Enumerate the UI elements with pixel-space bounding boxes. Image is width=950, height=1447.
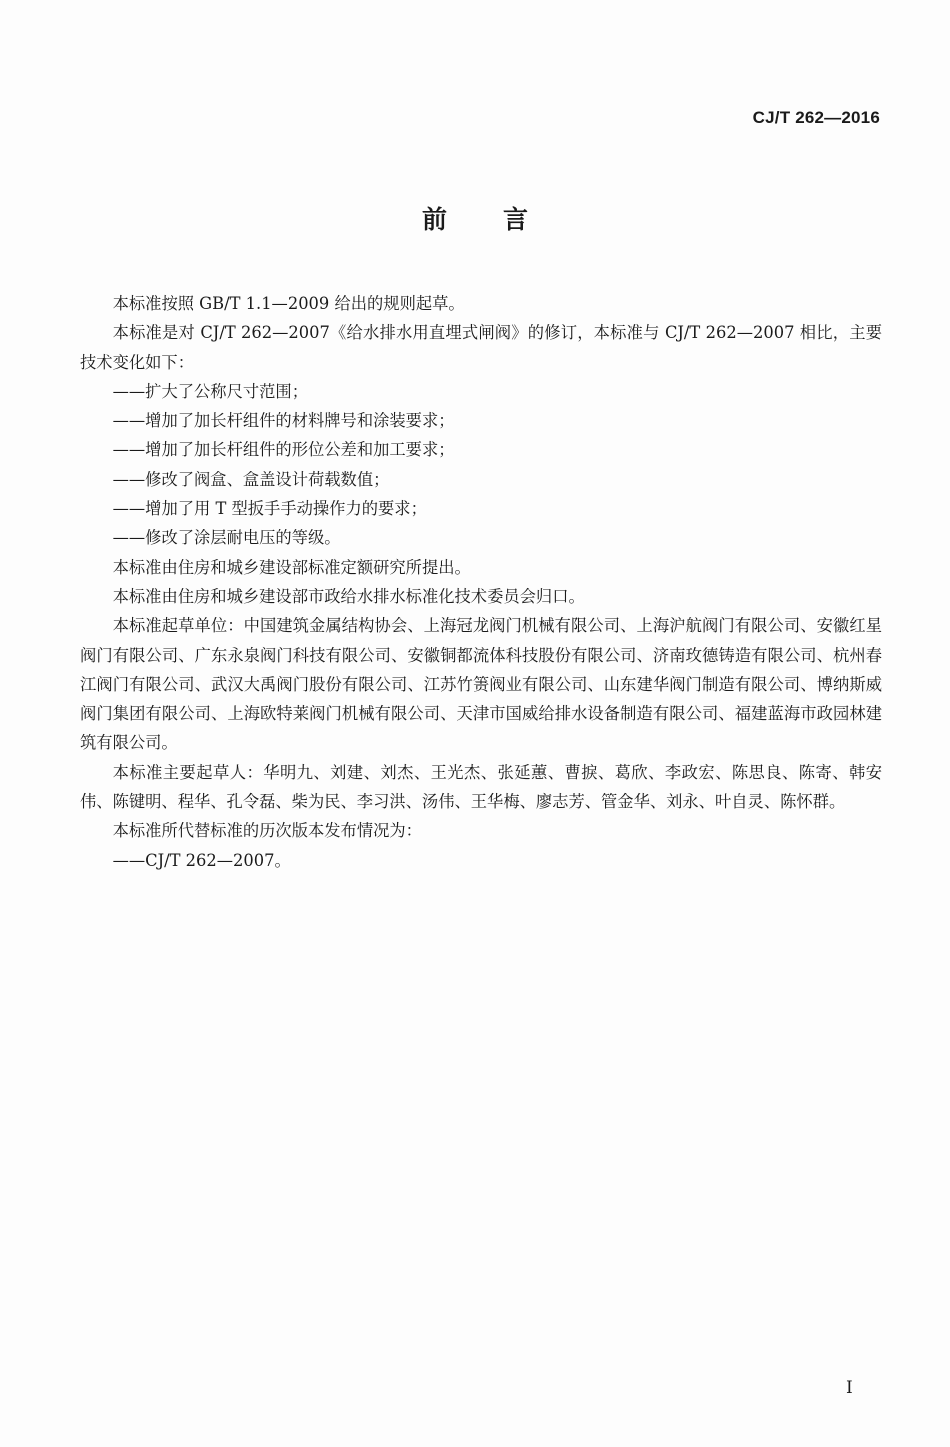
list-item-change: ——修改了涂层耐电压的等级。 (112, 528, 341, 548)
list-item-change: ——增加了加长杆组件的材料牌号和涂装要求； (112, 411, 455, 431)
paragraph-drafting-rules: 本标准按照 GB/T 1.1—2009 给出的规则起草。 (112, 294, 465, 313)
page-number: I (846, 1378, 853, 1398)
list-item-change: ——扩大了公称尺寸范围； (112, 381, 308, 401)
list-item-change: ——增加了用 T 型扳手手动操作力的要求； (112, 499, 427, 519)
page-title: 前言 (421, 205, 584, 234)
paragraph-drafters: 本标准主要起草人：华明九、刘建、刘杰、王光杰、张延蕙、曹捩、葛欣、李政宏、陈思良、陈寄、韩安伟、陈键明、程华、孔令磊、柴为民、李习洪、汤伟、王华梅、廖志芳、管金华、刘永、叶自灵、陈怀群。 (80, 762, 882, 812)
paragraph-proposer: 本标准由住房和城乡建设部标准定额研究所提出。 (112, 557, 471, 577)
paragraph-drafting-units: 本标准起草单位：中国建筑金属结构协会、上海冠龙阀门机械有限公司、上海沪航阀门有限公司、安徽红星阀门有限公司、广东永泉阀门科技有限公司、安徽铜都流体科技股份有限公司、济南玫德铸造有限公司、杭州春江阀门有限公司、武汉大禹阀门股份有限公司、江苏竹箦阀业有限公司、山东建华阀门制造有限公司、博纳斯威阀门集团有限公司、上海欧特莱阀门机械有限公司、天津市国威给排水设备制造有限公司、福建蓝海市政园林建筑有限公司。 (80, 616, 882, 753)
list-item-change: ——增加了加长杆组件的形位公差和加工要求； (112, 440, 455, 460)
list-item-change: ——修改了阀盒、盒盖设计荷载数值； (112, 469, 390, 489)
paragraph-revision-summary: 本标准是对 CJ/T 262—2007《给水排水用直埋式闸阀》的修订，本标准与 CJ/T 262—2007 相比，主要技术变化如下： (80, 323, 882, 372)
foreword-body (80, 289, 882, 875)
list-item-edition: ——CJ/T 262—2007。 (112, 850, 291, 870)
paragraph-committee: 本标准由住房和城乡建设部市政给水排水标准化技术委员会归口。 (112, 586, 585, 606)
paragraph-previous-editions: 本标准所代替标准的历次版本发布情况为： (112, 821, 422, 841)
standard-number: CJ/T 262—2016 (752, 108, 880, 127)
